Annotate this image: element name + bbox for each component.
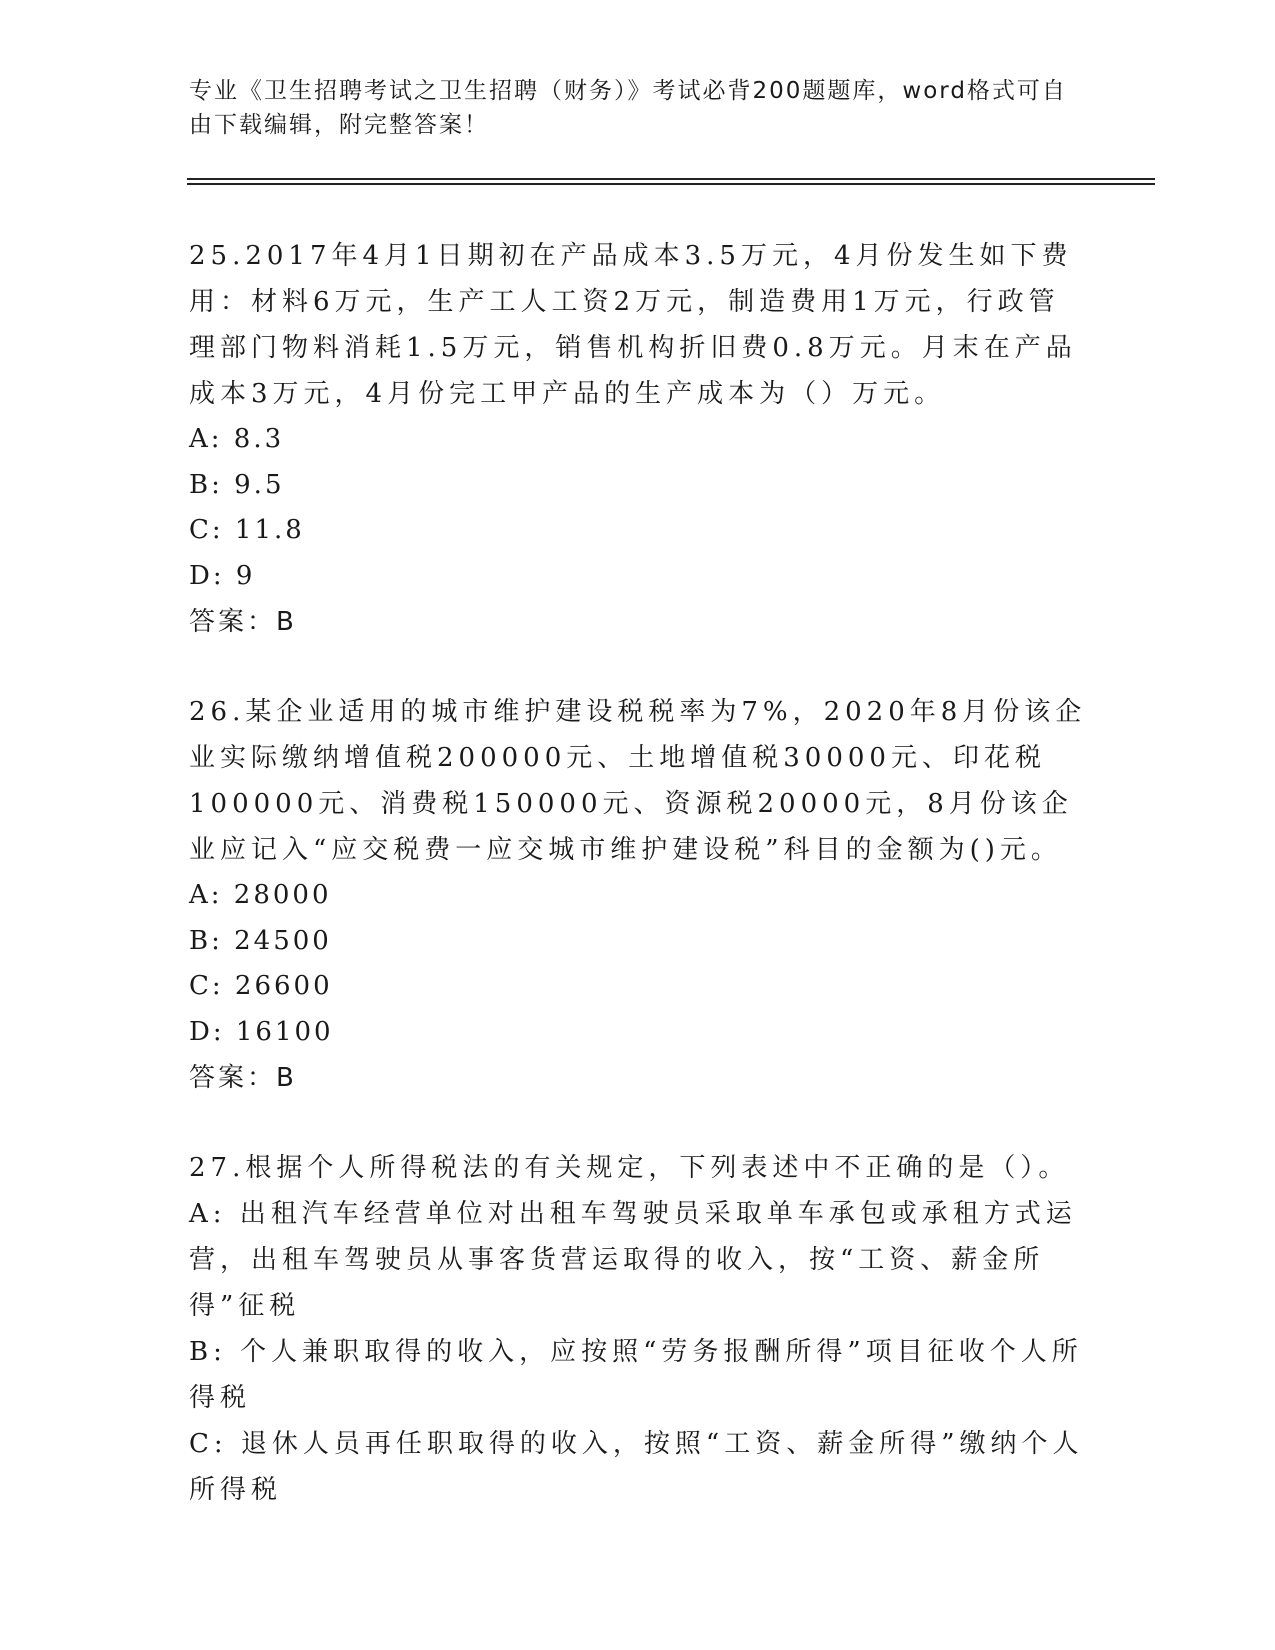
question-27 [189, 1145, 1089, 1513]
option-d: D: 9 [189, 560, 256, 591]
document-header: 专业《卫生招聘考试之卫生招聘（财务）》考试必背200题题库，word格式可自由下载编辑，附完整答案！ [189, 78, 1067, 138]
option-a: A: 8.3 [189, 424, 285, 454]
question-stem: 26.某企业适用的城市维护建设税税率为7%，2020年8月份该企业实际缴纳增值税200000元、土地增值税30000元、印花税100000元、消费税150000元、资源税20000元，8月份该企业应记入“应交税费一应交城市维护建设税”科目的金额为()元。 [189, 697, 1087, 865]
option-d: D: 16100 [189, 1016, 334, 1047]
option-a: A: 28000 [189, 880, 332, 910]
option-c: C: 26600 [189, 971, 333, 1001]
option-b: B: 24500 [189, 925, 332, 956]
option-b: B: 个人兼职取得的收入，应按照“劳务报酬所得”项目征收个人所得税 [189, 1337, 1083, 1413]
option-b: B: 9.5 [189, 469, 285, 500]
header-divider-bottom [187, 183, 1155, 185]
option-c: C: 11.8 [189, 515, 305, 545]
question-stem: 25.2017年4月1日期初在产品成本3.5万元，4月份发生如下费用：材料6万元，生产工人工资2万元，制造费用1万元，行政管理部门物料消耗1.5万元，销售机构折旧费0.8万元。月末在产品成本3万元，4月份完工甲产品的生产成本为（）万元。 [189, 241, 1077, 409]
question-26 [189, 689, 1089, 1101]
header-divider-top [187, 178, 1155, 180]
question-stem: 27.根据个人所得税法的有关规定，下列表述中不正确的是（）。 [189, 1153, 1070, 1183]
option-a: A: 出租汽车经营单位对出租车驾驶员采取单车承包或承租方式运营，出租车驾驶员从事客货营运取得的收入，按“工资、薪金所得”征税 [189, 1199, 1077, 1321]
answer-label: 答案：B [189, 1063, 297, 1093]
answer-label: 答案：B [189, 607, 297, 637]
option-c: C: 退休人员再任职取得的收入，按照“工资、薪金所得”缴纳个人所得税 [189, 1429, 1084, 1505]
question-25 [189, 233, 1089, 645]
